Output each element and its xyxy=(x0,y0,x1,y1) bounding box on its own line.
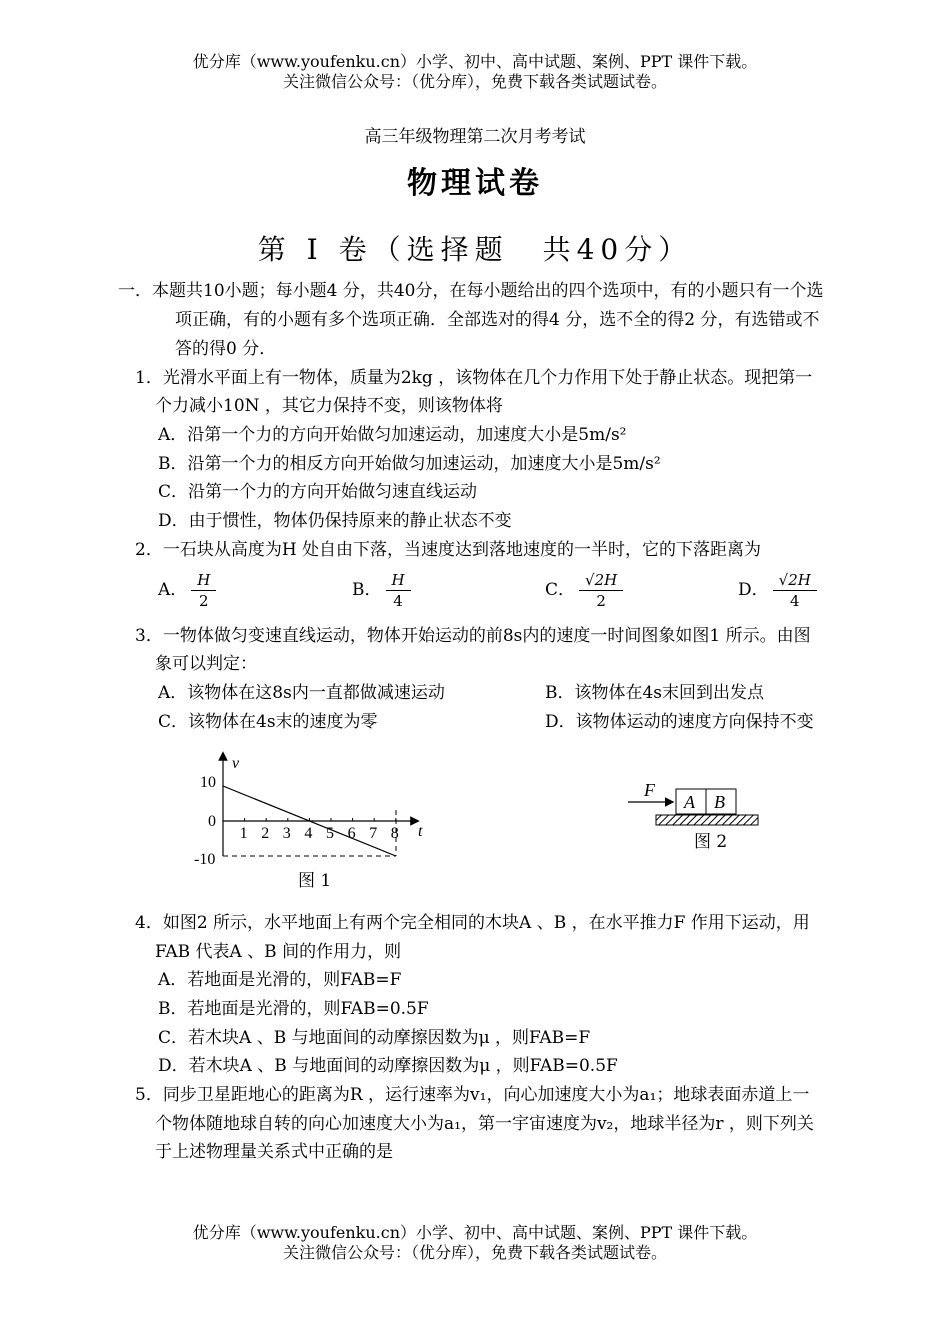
instructions-line-1: 一．本题共10小题；每小题4 分，共40分，在每小题给出的四个选项中，有的小题只有一个选 xyxy=(118,281,824,301)
x-tick-label: 1 xyxy=(239,825,248,842)
header-line-1: 优分库（www.youfenku.cn）小学、初中、高中试题、案例、PPT 课件下载。 xyxy=(192,52,758,71)
x-tick-label: 7 xyxy=(369,825,378,842)
fraction-numerator: H xyxy=(386,570,411,591)
q2-option-d-fraction xyxy=(773,570,817,611)
block-b-label: B xyxy=(714,792,725,812)
y-tick-label: -10 xyxy=(194,851,216,868)
q2-option-a-label: A． xyxy=(158,580,188,600)
q1-stem-line-1: 1．光滑水平面上有一物体，质量为2kg ，该物体在几个力作用下处于静止状态。现把第一 xyxy=(135,368,813,388)
fraction-denominator: 4 xyxy=(393,592,403,610)
ground xyxy=(656,815,758,825)
x-tick-label: 4 xyxy=(304,825,313,842)
q3-stem-line-1: 3．一物体做匀变速直线运动，物体开始运动的前8s内的速度一时间图象如图1 所示。由图 xyxy=(135,626,811,646)
y-tick-label: 10 xyxy=(200,774,216,791)
q2-option-c-label: C． xyxy=(545,580,576,600)
fraction-numerator: √2H xyxy=(773,570,817,591)
q2-option-b-label: B． xyxy=(352,580,382,600)
q4-option-c: C．若木块A 、B 与地面间的动摩擦因数为μ ，则FAB=F xyxy=(158,1028,591,1048)
q2-stem: 2．一石块从高度为H 处自由下落，当速度达到落地速度的一半时，它的下落距离为 xyxy=(135,540,762,560)
footer-line-2: 关注微信公众号：（优分库），免费下载各类试题试卷。 xyxy=(282,1243,667,1262)
fraction-denominator: 4 xyxy=(789,592,800,610)
q5-stem-line-3: 于上述物理量关系式中正确的是 xyxy=(155,1142,393,1162)
exam-subtitle: 高三年级物理第二次月考考试 xyxy=(364,127,586,147)
q3-option-c: C．该物体在4s末的速度为零 xyxy=(158,712,378,732)
instructions-line-2: 项正确，有的小题有多个选项正确．全部选对的得4 分，选不全的得2 分，有选错或不 xyxy=(175,310,820,330)
q1-option-c: C．沿第一个力的方向开始做匀速直线运动 xyxy=(158,482,478,502)
x-tick-label: 6 xyxy=(347,825,356,842)
q4-stem-line-1: 4．如图2 所示，水平地面上有两个完全相同的木块A 、B ，在水平推力F 作用下运动，用 xyxy=(135,913,810,933)
x-tick-label: 5 xyxy=(326,825,334,842)
fraction-denominator: 2 xyxy=(596,592,606,610)
q4-option-b: B．若地面是光滑的，则FAB=0.5F xyxy=(158,999,429,1019)
q2-option-a xyxy=(158,570,216,611)
figure-2-caption: 图 2 xyxy=(694,832,728,852)
q2-option-d-label: D． xyxy=(738,580,769,600)
exam-title: 物理试卷 xyxy=(407,166,543,201)
header-line-2: 关注微信公众号：（优分库），免费下载各类试题试卷。 xyxy=(282,72,667,91)
block-a-label: A xyxy=(684,792,695,812)
fraction-denominator: 2 xyxy=(199,592,209,610)
q2-option-d xyxy=(738,570,817,611)
q5-stem-line-2: 个物体随地球自转的向心加速度大小为a₁，第一宇宙速度为v₂，地球半径为r ，则下列关 xyxy=(155,1114,814,1134)
q5-stem-line-1: 5．同步卫星距地心的距离为R ，运行速率为v₁，向心加速度大小为a₁；地球表面赤道上一 xyxy=(135,1085,810,1105)
q1-option-d: D．由于惯性，物体仍保持原来的静止状态不变 xyxy=(158,511,512,531)
part-title: 第 Ⅰ 卷（选择题 共40分） xyxy=(257,233,693,266)
q3-option-d: D．该物体运动的速度方向保持不变 xyxy=(545,712,814,732)
x-tick-label: 2 xyxy=(261,825,270,842)
q3-stem-line-2: 象可以判定： xyxy=(155,654,257,674)
q2-option-a-fraction xyxy=(191,570,216,611)
q2-option-b xyxy=(352,570,411,611)
fraction-numerator: √2H xyxy=(579,570,623,591)
q2-option-c xyxy=(545,570,623,611)
q4-option-a: A．若地面是光滑的，则FAB=F xyxy=(158,970,402,990)
x-axis-label: t xyxy=(418,823,423,840)
figure-2-blocks xyxy=(622,776,772,836)
fraction-numerator: H xyxy=(191,570,216,591)
q4-option-d: D．若木块A 、B 与地面间的动摩擦因数为μ ，则FAB=0.5F xyxy=(158,1056,618,1076)
figure-1-caption: 图 1 xyxy=(298,871,332,891)
y-axis-label: v xyxy=(232,755,240,772)
y-tick-label: 0 xyxy=(208,813,216,830)
q3-option-b: B．该物体在4s末回到出发点 xyxy=(545,683,765,703)
instructions-line-3: 答的得0 分． xyxy=(175,339,277,359)
q1-option-b: B．沿第一个力的相反方向开始做匀加速运动，加速度大小是5m/s² xyxy=(158,454,661,474)
q1-option-a: A．沿第一个力的方向开始做匀加速运动，加速度大小是5m/s² xyxy=(158,425,627,445)
x-tick-label: 8 xyxy=(390,825,399,842)
x-tick-label: 3 xyxy=(282,825,291,842)
q2-option-c-fraction xyxy=(579,570,623,611)
force-label: F xyxy=(644,780,655,800)
q4-stem-line-2: FAB 代表A 、B 间的作用力，则 xyxy=(155,942,402,962)
q1-stem-line-2: 个力减小10N ，其它力保持不变，则该物体将 xyxy=(155,396,503,416)
footer-line-1: 优分库（www.youfenku.cn）小学、初中、高中试题、案例、PPT 课件下载。 xyxy=(192,1223,758,1242)
q2-option-b-fraction xyxy=(386,570,411,611)
q3-option-a: A．该物体在这8s内一直都做减速运动 xyxy=(158,683,445,703)
